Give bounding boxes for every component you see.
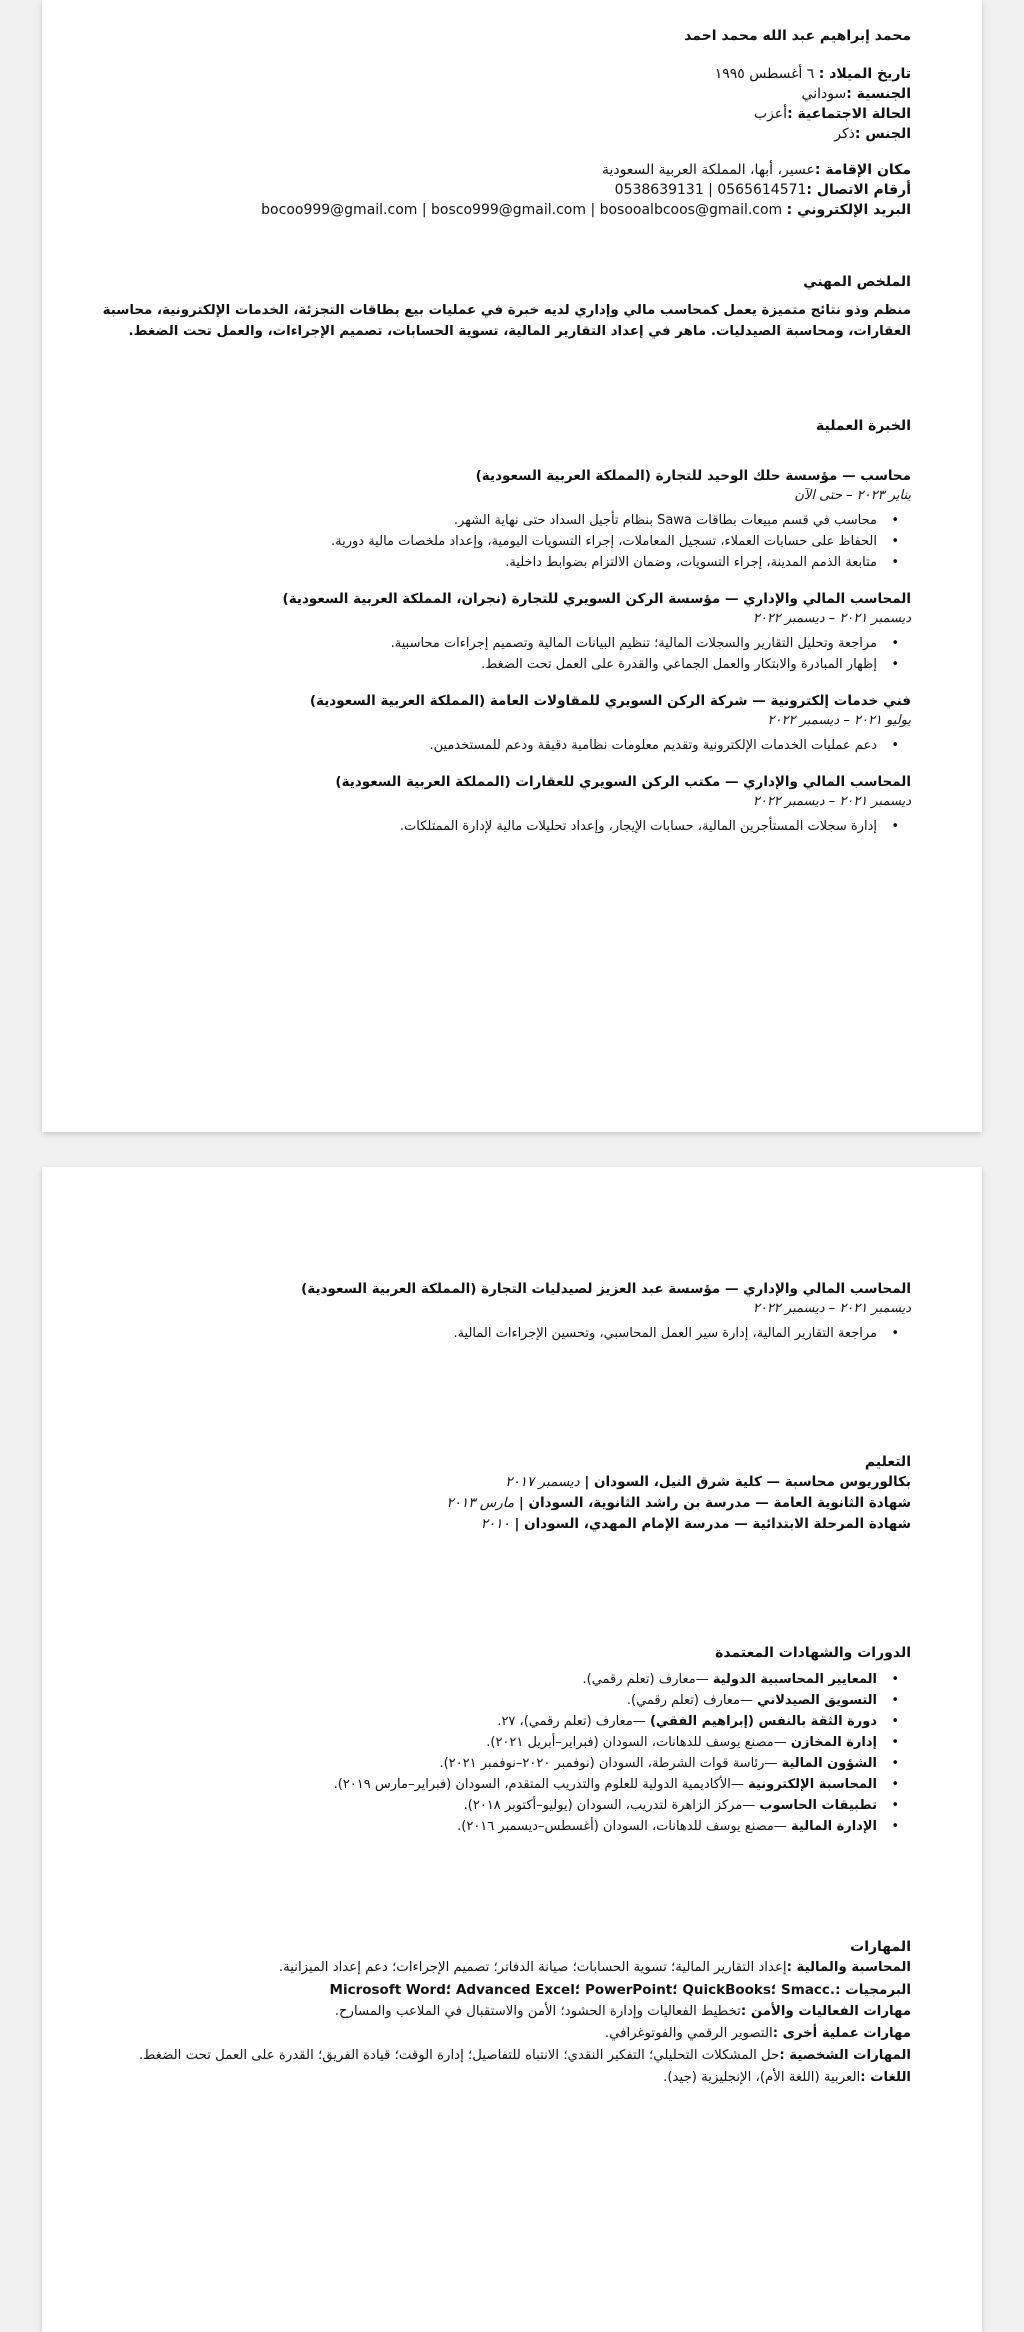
cert-detail: —معارف (تعلم رقمي). <box>626 1693 758 1708</box>
education-date: مارس ٢٠١٣ <box>446 1495 515 1511</box>
email-label: البريد الإلكتروني : <box>786 202 911 218</box>
list-item <box>102 1732 877 1753</box>
job-date: يناير ٢٠٢٣ – حتى الآن <box>794 488 911 503</box>
certifications-heading: الدورات والشهادات المعتمدة <box>715 1645 911 1661</box>
skill-value: العربية (اللغة الأم)، الإنجليزية (جيد). <box>663 2070 861 2085</box>
birth-date-label: تاريخ الميلاد : <box>818 66 911 82</box>
list-item: • محاسب في قسم مبيعات بطاقات Sawa بنظام تأجيل السداد حتى نهاية الشهر. <box>102 510 877 531</box>
job-entry <box>102 466 911 573</box>
cert-detail: —مصنع يوسف للدهانات، السودان (أغسطس–ديسمبر ٢٠١٦). <box>457 1819 792 1834</box>
email-value: bocoo999@gmail.com | bosco999@gmail.com | bosooalbcoos@gmail.com <box>261 202 783 218</box>
residence-label: مكان الإقامة : <box>814 162 911 178</box>
cert-name: دورة الثقة بالنفس (إبراهيم الفقي) <box>649 1714 877 1729</box>
skill-personal <box>102 2045 911 2067</box>
skill-events <box>102 2001 911 2023</box>
cert-detail: —مركز الزاهرة لتدريب، السودان (يوليو–أكتوبر ٢٠١٨). <box>463 1798 760 1813</box>
job-date: ديسمبر ٢٠٢١ – ديسمبر ٢٠٢٢ <box>752 611 911 626</box>
list-item: • إدارة سجلات المستأجرين المالية، حسابات الإيجار، وإعداد تحليلات مالية لإدارة الممتلكات. <box>102 816 877 837</box>
skill-label: اللغات : <box>860 2070 911 2085</box>
education-heading: التعليم <box>864 1454 911 1470</box>
job-title: محاسب — مؤسسة حلك الوحيد للتجارة (المملكة العربية السعودية) <box>475 468 911 484</box>
list-item: • دعم عمليات الخدمات الإلكترونية وتقديم معلومات نظامية دقيقة ودعم للمستخدمين. <box>102 735 877 756</box>
phone-row <box>102 180 911 200</box>
job-bullets <box>102 510 911 573</box>
job-date: يوليو ٢٠٢١ – ديسمبر ٢٠٢٢ <box>767 713 911 728</box>
skill-languages <box>102 2067 911 2089</box>
skill-label: المهارات الشخصية : <box>779 2048 911 2063</box>
cert-name: المحاسبة الإلكترونية <box>748 1777 877 1792</box>
document-page-1 <box>42 0 982 1132</box>
list-item <box>102 1669 877 1690</box>
birth-date-value: ٦ أغسطس ١٩٩٥ <box>714 66 819 82</box>
nationality-value: سوداني <box>801 86 847 102</box>
skill-value: Microsoft Word؛ Advanced Excel؛ PowerPoint؛ QuickBooks؛ Smacc. <box>329 1982 836 1998</box>
job-bullets <box>102 816 911 837</box>
skill-value: إعداد التقارير المالية؛ تسوية الحسابات؛ صيانة الدفاتر؛ تصميم الإجراءات؛ دعم إعداد الميزانية. <box>278 1960 787 1975</box>
job-title: فني خدمات إلكترونية — شركة الركن السويري للمقاولات العامة (المملكة العربية السعودية) <box>309 693 911 709</box>
job-entry <box>102 772 911 837</box>
summary-heading: الملخص المهني <box>803 274 911 290</box>
cert-detail: —معارف (تعلم رقمي)، ٢٧. <box>497 1714 650 1729</box>
job-date: ديسمبر ٢٠٢١ – ديسمبر ٢٠٢٢ <box>752 794 911 809</box>
email-row <box>102 200 911 220</box>
education-item <box>102 1472 911 1493</box>
skill-value: التصوير الرقمي والفوتوغرافي. <box>604 2026 773 2041</box>
cert-name: إدارة المخازن <box>790 1735 877 1750</box>
list-item: • مراجعة التقارير المالية، إدارة سير العمل المحاسبي، وتحسين الإجراءات المالية. <box>102 1323 877 1344</box>
cert-name: تطبيقات الحاسوب <box>759 1798 877 1813</box>
residence-row <box>102 160 911 180</box>
job-entry <box>102 1279 911 1344</box>
cert-name: المعايير المحاسبية الدولية <box>712 1672 877 1687</box>
list-item <box>102 1690 877 1711</box>
experience-heading: الخبرة العملية <box>816 418 911 434</box>
list-item: • متابعة الذمم المدينة، إجراء التسويات، وضمان الالتزام بضوابط داخلية. <box>102 552 877 573</box>
phone-value: 0538639131 | 0565614571 <box>614 182 807 198</box>
list-item <box>102 1795 877 1816</box>
list-item <box>102 1774 877 1795</box>
list-item <box>102 1816 877 1837</box>
skill-label: مهارات عملية أخرى : <box>772 2026 911 2041</box>
list-item: • مراجعة وتحليل التقارير والسجلات المالية؛ تنظيم البيانات المالية وتصميم إجراءات محاسبية. <box>102 633 877 654</box>
skill-value: تخطيط الفعاليات وإدارة الحشود؛ الأمن والاستقبال في الملاعب والمسارح. <box>334 2004 741 2019</box>
education-item <box>102 1514 911 1535</box>
cert-detail: —مصنع يوسف للدهانات، السودان (فبراير–أبريل ٢٠٢١). <box>486 1735 791 1750</box>
list-item <box>102 1753 877 1774</box>
skill-value: حل المشكلات التحليلي؛ التفكير النقدي؛ الانتباه للتفاصيل؛ إدارة الوقت؛ قيادة الفريق؛ القدرة على العمل تحت الضغط. <box>138 2048 780 2063</box>
document-page-2 <box>42 1167 982 2332</box>
skill-accounting <box>102 1957 911 1979</box>
list-item <box>102 1711 877 1732</box>
skill-label: مهارات الفعاليات والأمن : <box>740 2004 911 2019</box>
marital-status-value: أعزب <box>753 106 788 122</box>
education-date: ٢٠١٠ <box>480 1516 510 1532</box>
marital-status-label: الحالة الاجتماعية : <box>787 106 911 122</box>
birth-date-row <box>102 64 911 84</box>
nationality-row <box>102 84 911 104</box>
full-name: محمد إبراهيم عبد الله محمد احمد <box>684 28 911 44</box>
cert-detail: —معارف (تعلم رقمي). <box>582 1672 713 1687</box>
gender-row <box>102 124 911 144</box>
job-bullets <box>102 735 911 756</box>
gender-value: ذكر <box>834 126 855 142</box>
job-entry <box>102 691 911 756</box>
education-item <box>102 1493 911 1514</box>
residence-value: عسير، أبها، المملكة العربية السعودية <box>601 162 815 178</box>
job-title: المحاسب المالي والإداري — مؤسسة عبد العزيز لصيدليات التجارة (المملكة العربية السعودية) <box>301 1281 911 1297</box>
cert-name: التسويق الصيدلاني <box>757 1693 877 1708</box>
cert-name: الشؤون المالية <box>781 1756 877 1771</box>
job-date: ديسمبر ٢٠٢١ – ديسمبر ٢٠٢٢ <box>752 1301 911 1316</box>
phone-label: أرقام الاتصال : <box>806 182 911 198</box>
list-item: • إظهار المبادرة والابتكار والعمل الجماعي والقدرة على العمل تحت الضغط. <box>102 654 877 675</box>
job-bullets <box>102 633 911 675</box>
skills-heading: المهارات <box>850 1939 911 1955</box>
education-text: شهادة المرحلة الابتدائية — مدرسة الإمام المهدي، السودان | <box>509 1516 911 1532</box>
gender-label: الجنس : <box>854 126 911 142</box>
job-bullets <box>102 1323 911 1344</box>
certifications-list <box>102 1669 911 1837</box>
skill-label: المحاسبة والمالية : <box>786 1960 911 1975</box>
skill-label: البرمجيات : <box>835 1982 911 1998</box>
education-date: ديسمبر ٢٠١٧ <box>505 1474 580 1490</box>
job-entry <box>102 589 911 675</box>
list-item: • الحفاظ على حسابات العملاء، تسجيل المعاملات، إجراء التسويات اليومية، وإعداد ملخصات مالية دورية. <box>102 531 877 552</box>
summary-text: منظم وذو نتائج متميزة يعمل كمحاسب مالي وإداري لديه خبرة في عمليات بيع بطاقات التجزئة، الخدمات الإلكترونية، محاسبة العقارات، ومحاسبة الصيدليات. ماهر في إعداد التقارير المالية، تسوية الحسابات، تصميم الإجراءات، والعمل تحت الضغط. <box>102 303 911 339</box>
skill-practical <box>102 2023 911 2045</box>
job-title: المحاسب المالي والإداري — مؤسسة الركن السويري للتجارة (نجران، المملكة العربية السعودية) <box>282 591 911 607</box>
cert-detail: —الأكاديمية الدولية للعلوم والتدريب المتقدم، السودان (فبراير–مارس ٢٠١٩). <box>333 1777 749 1792</box>
education-text: بكالوريوس محاسبة — كلية شرق النيل، السودان | <box>579 1474 911 1490</box>
job-title: المحاسب المالي والإداري — مكتب الركن السويري للعقارات (المملكة العربية السعودية) <box>335 774 911 790</box>
skill-software <box>102 1979 911 2001</box>
nationality-label: الجنسية : <box>846 86 911 102</box>
marital-status-row <box>102 104 911 124</box>
cert-name: الإدارة المالية <box>791 1819 877 1834</box>
cert-detail: —رئاسة قوات الشرطة، السودان (نوفمبر ٢٠٢٠–نوفمبر ٢٠٢١). <box>439 1756 782 1771</box>
education-text: شهادة الثانوية العامة — مدرسة بن راشد الثانوية، السودان | <box>514 1495 911 1511</box>
